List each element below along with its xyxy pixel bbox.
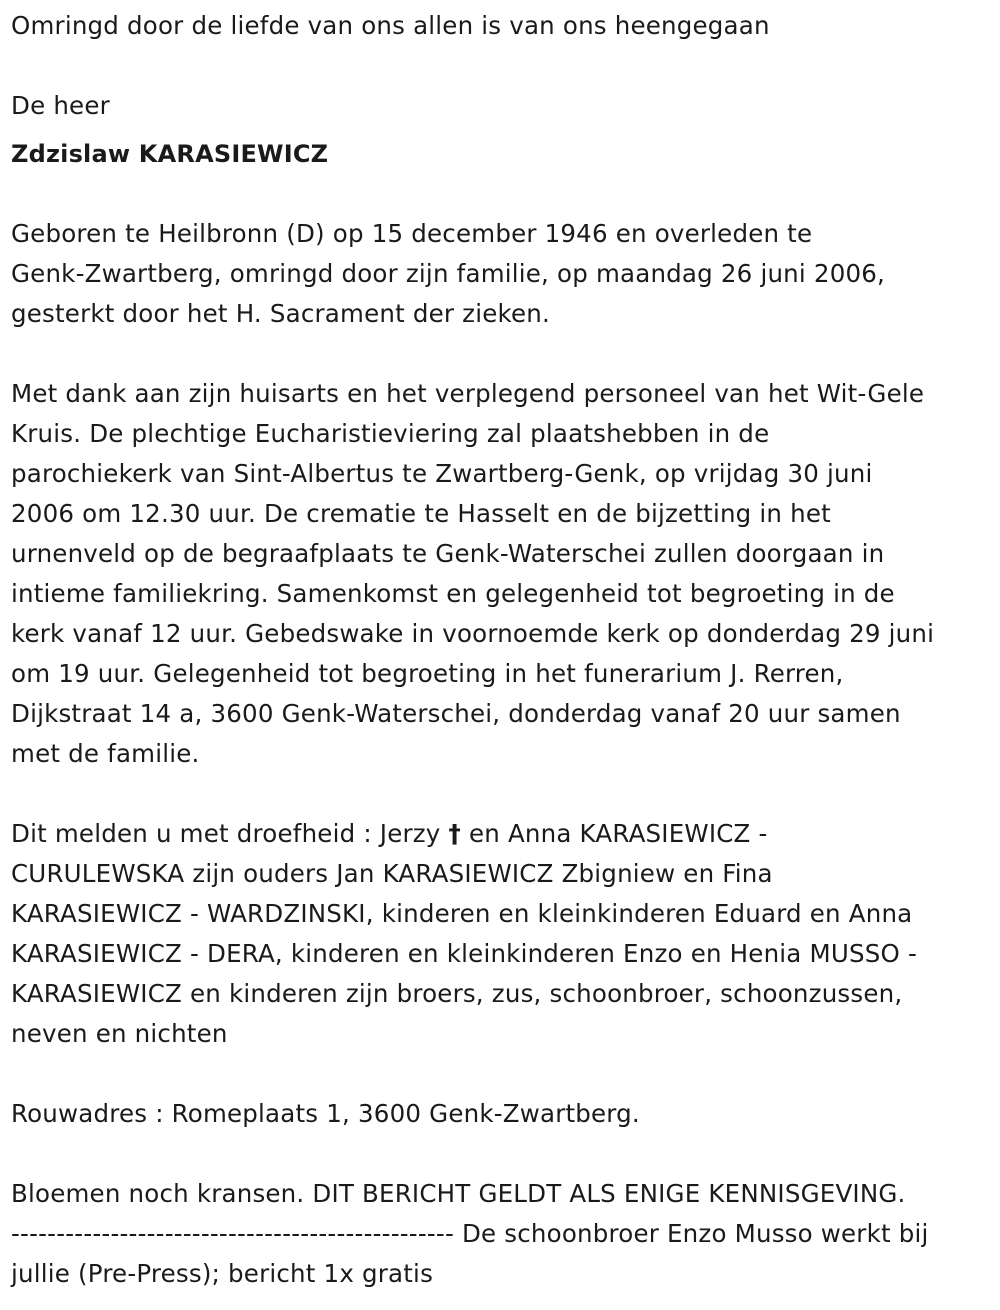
paragraph-line: Geboren te Heilbronn (D) op 15 december 1946 en overleden te xyxy=(11,219,813,248)
spacer xyxy=(11,126,990,134)
birth-death-paragraph xyxy=(11,214,990,334)
intro-text: Omringd door de liefde van ons allen is van ons heengegaan xyxy=(11,11,770,40)
paragraph-line: gesterkt door het H. Sacrament der zieken. xyxy=(11,299,550,328)
paragraph-line: intieme familiekring. Samenkomst en gelegenheid tot begroeting in de xyxy=(11,579,895,608)
spacer xyxy=(11,1054,990,1094)
cross-icon: † xyxy=(448,819,461,848)
paragraph-line: om 19 uur. Gelegenheid tot begroeting in het funerarium J. Rerren, xyxy=(11,659,844,688)
paragraph-line: CURULEWSKA zijn ouders Jan KARASIEWICZ Zbigniew en Fina xyxy=(11,859,773,888)
closing-paragraph xyxy=(11,1174,990,1294)
mourning-address: Rouwadres : Romeplaats 1, 3600 Genk-Zwartberg. xyxy=(11,1099,640,1128)
paragraph-line: Met dank aan zijn huisarts en het verplegend personeel van het Wit-Gele xyxy=(11,379,925,408)
paragraph-line: KARASIEWICZ - DERA, kinderen en kleinkinderen Enzo en Henia MUSSO - xyxy=(11,939,917,968)
paragraph-line: Bloemen noch kransen. DIT BERICHT GELDT ALS ENIGE KENNISGEVING. xyxy=(11,1179,906,1208)
spacer xyxy=(11,46,990,86)
paragraph-line xyxy=(11,814,990,854)
salutation: De heer xyxy=(11,91,110,120)
spacer xyxy=(11,774,990,814)
paragraph-line: Dijkstraat 14 a, 3600 Genk-Waterschei, donderdag vanaf 20 uur samen xyxy=(11,699,901,728)
paragraph-line: neven en nichten xyxy=(11,1019,228,1048)
spacer xyxy=(11,1134,990,1174)
ceremony-paragraph xyxy=(11,374,990,774)
paragraph-line: jullie (Pre-Press); bericht 1x gratis xyxy=(11,1259,434,1288)
paragraph-line: 2006 om 12.30 uur. De crematie te Hasselt en de bijzetting in het xyxy=(11,499,831,528)
spacer xyxy=(11,334,990,374)
paragraph-line: met de familie. xyxy=(11,739,200,768)
deceased-name: Zdzislaw KARASIEWICZ xyxy=(11,140,329,168)
paragraph-line: Genk-Zwartberg, omringd door zijn familie, op maandag 26 juni 2006, xyxy=(11,259,886,288)
paragraph-line: ------------------------------------------------- De schoonbroer Enzo Musso werkt bij xyxy=(11,1219,929,1248)
spacer xyxy=(11,174,990,214)
family-intro: Dit melden u met droefheid : Jerzy xyxy=(11,819,441,848)
paragraph-line: urnenveld op de begraafplaats te Genk-Waterschei zullen doorgaan in xyxy=(11,539,885,568)
paragraph-line: KARASIEWICZ en kinderen zijn broers, zus, schoonbroer, schoonzussen, xyxy=(11,979,903,1008)
family-intro-end: en Anna KARASIEWICZ - xyxy=(468,819,768,848)
paragraph-line: KARASIEWICZ - WARDZINSKI, kinderen en kleinkinderen Eduard en Anna xyxy=(11,899,913,928)
paragraph-line: Kruis. De plechtige Eucharistieviering zal plaatshebben in de xyxy=(11,419,770,448)
paragraph-line: kerk vanaf 12 uur. Gebedswake in voornoemde kerk op donderdag 29 juni xyxy=(11,619,935,648)
family-paragraph xyxy=(11,814,990,1054)
paragraph-line: parochiekerk van Sint-Albertus te Zwartberg-Genk, op vrijdag 30 juni xyxy=(11,459,873,488)
